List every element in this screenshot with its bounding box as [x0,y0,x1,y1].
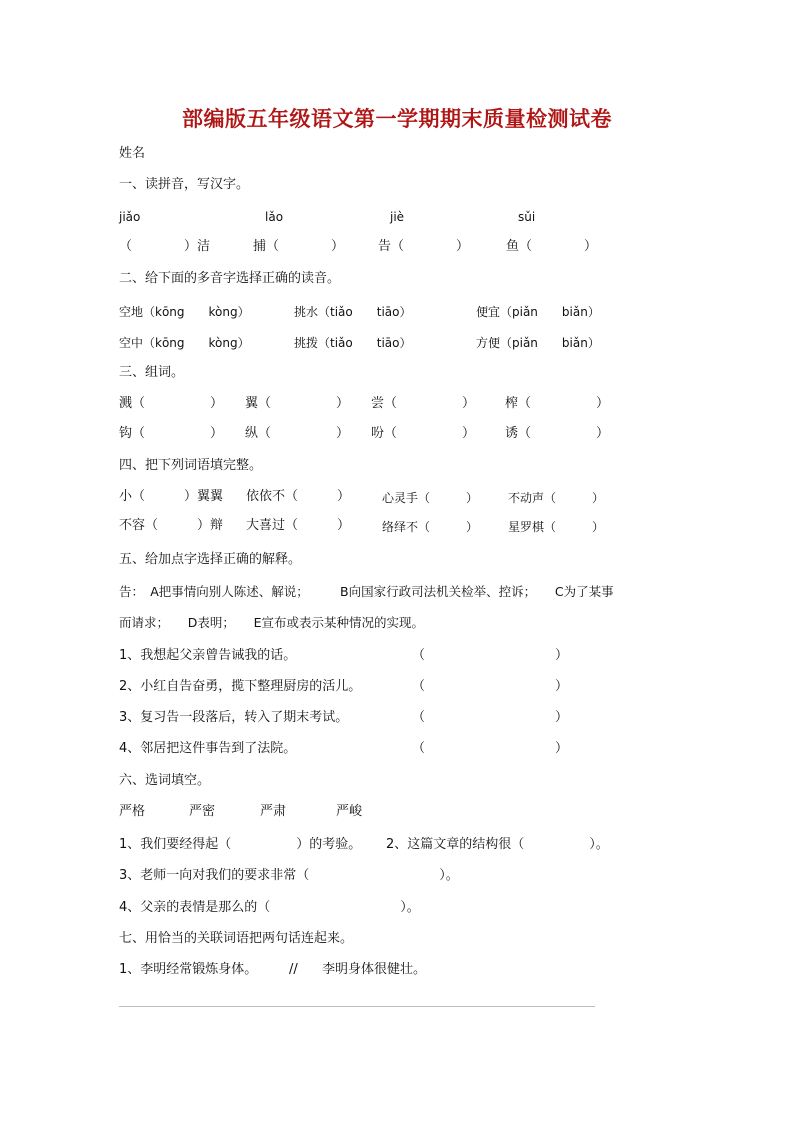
polyphone-4[interactable]: 空中（kōng kòng） [119,336,250,350]
polyphone-2[interactable]: 挑水（tiǎo tiāo） [294,305,412,319]
section-2-heading: 二、给下面的多音字选择正确的读音。 [119,271,341,286]
question-6-2[interactable]: 2、这篇文章的结构很（ ）。 [386,837,609,852]
polyphone-5[interactable]: 挑拨（tiǎo tiāo） [294,336,412,350]
hanzi-blank-2[interactable]: 捕（ ） [253,239,345,254]
section-7-heading: 七、用恰当的关联词语把两句话连起来。 [119,931,354,946]
word-choice-4: 严峻 [336,804,363,819]
pinyin-3: jiè [390,210,405,224]
question-7-1a: 1、李明经常锻炼身体。 [119,962,258,977]
idiom-8[interactable]: 星罗棋（ ） [508,520,605,534]
definition-line-2: 而请求； D表明； E宣布或表示某种情况的实现。 [119,615,425,630]
idiom-5[interactable]: 不容（ ）辩 [119,518,224,533]
word-choice-3: 严肃 [260,804,287,819]
idiom-2[interactable]: 依依不（ ） [246,489,351,504]
word-group-7[interactable]: 吩（ ） [371,426,476,441]
word-group-8[interactable]: 诱（ ） [505,426,610,441]
word-group-1[interactable]: 溅（ ） [119,396,224,411]
idiom-6[interactable]: 大喜过（ ） [246,518,351,533]
question-5-3: 3、复习告一段落后，转入了期末考试。 [119,710,349,725]
hanzi-blank-4[interactable]: 鱼（ ） [506,239,598,254]
section-1-heading: 一、读拼音，写汉字。 [119,177,250,192]
pinyin-4: sǔi [518,210,536,224]
idiom-3[interactable]: 心灵手（ ） [382,491,479,505]
question-7-1b: 李明身体很健壮。 [322,962,427,977]
polyphone-6[interactable]: 方便（piǎn biǎn） [476,336,600,350]
question-5-1: 1、我想起父亲曾告诫我的话。 [119,648,297,663]
word-group-5[interactable]: 钩（ ） [119,426,224,441]
question-6-1[interactable]: 1、我们要经得起（ ）的考验。 [119,837,362,852]
pinyin-2: lǎo [265,210,284,224]
idiom-7[interactable]: 络绎不（ ） [382,520,479,534]
word-group-4[interactable]: 榨（ ） [505,396,610,411]
page-title: 部编版五年级语文第一学期期末质量检测试卷 [182,106,612,131]
word-group-2[interactable]: 翼（ ） [245,396,350,411]
hanzi-blank-3[interactable]: 告（ ） [378,239,470,254]
name-label: 姓名 [119,146,146,161]
question-6-3[interactable]: 3、老师一向对我们的要求非常（ ）。 [119,868,459,883]
polyphone-3[interactable]: 便宜（piǎn biǎn） [476,305,600,319]
word-choice-2: 严密 [189,804,216,819]
answer-blank-5-4[interactable]: （ ） [412,741,569,756]
answer-blank-5-1[interactable]: （ ） [412,648,569,663]
word-choice-1: 严格 [119,804,146,819]
idiom-4[interactable]: 不动声（ ） [508,491,605,505]
question-6-4[interactable]: 4、父亲的表情是那么的（ ）。 [119,900,420,915]
connector-blank[interactable]: // [289,962,298,977]
section-3-heading: 三、组词。 [119,365,185,380]
bottom-divider [119,1006,595,1007]
hanzi-blank-1[interactable]: （ ）洁 [119,239,211,254]
word-group-6[interactable]: 纵（ ） [245,426,350,441]
question-5-2: 2、小红自告奋勇，揽下整理厨房的活儿。 [119,679,362,694]
idiom-1[interactable]: 小（ ）翼翼 [119,489,224,504]
word-group-3[interactable]: 尝（ ） [371,396,476,411]
section-4-heading: 四、把下列词语填完整。 [119,458,263,473]
answer-blank-5-3[interactable]: （ ） [412,710,569,725]
section-6-heading: 六、选词填空。 [119,773,211,788]
question-5-4: 4、邻居把这件事告到了法院。 [119,741,297,756]
polyphone-1[interactable]: 空地（kōng kòng） [119,305,250,319]
definition-line-1: 告： A把事情向别人陈述、解说； B向国家行政司法机关检举、控诉； C为了某事 [119,584,614,599]
pinyin-1: jiǎo [119,210,141,224]
section-5-heading: 五、给加点字选择正确的解释。 [119,552,302,567]
answer-blank-5-2[interactable]: （ ） [412,679,569,694]
